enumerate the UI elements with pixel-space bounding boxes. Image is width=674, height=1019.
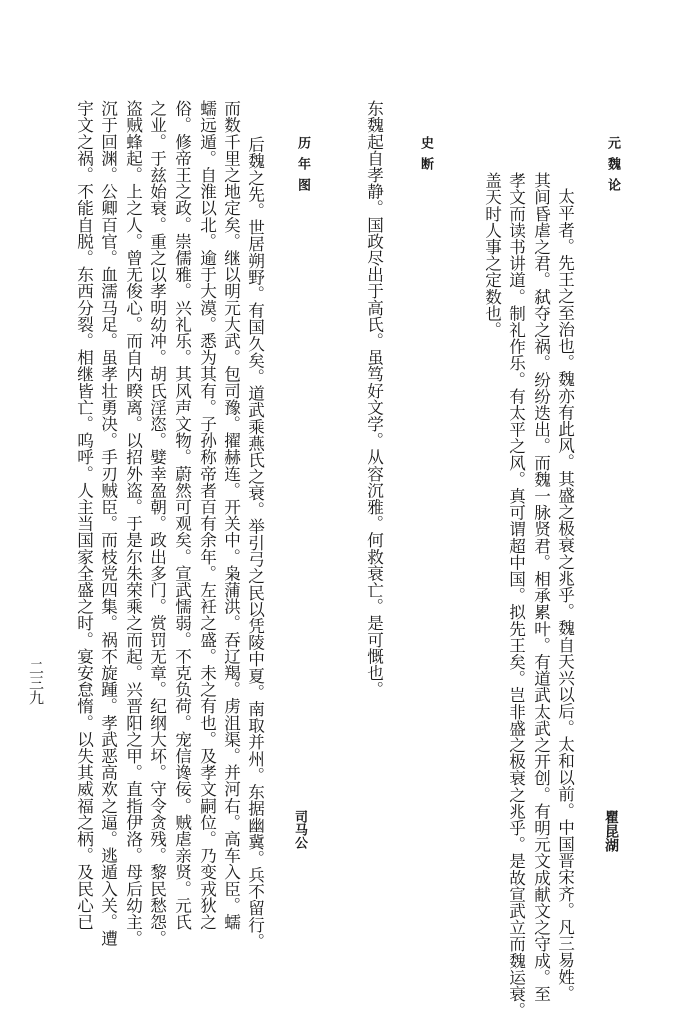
section1-line-4: 盖天时人事之定数也。 (482, 172, 502, 338)
section3-title: 历年图 (295, 136, 310, 199)
section2-title: 史断 (418, 136, 433, 178)
section3-line-6: 盗贼蜂起。上之人。曾无俊心。而自内睽离。以招外盗。于是尔朱荣乘之而起。兴晋阳之甲。直指伊洛。母后幼主。 (123, 100, 143, 947)
section3-author: 司马公 (292, 810, 307, 849)
section1-line-2: 其间昏虐之君。弑夺之祸。纷纷迭出。而魏一脉贤君。相承累叶。有道武太武之开创。有明元文成献文之守成。至 (531, 172, 551, 1002)
section3-line-4: 俗。修帝王之政。崇儒雅。兴礼乐。其风声文物。蔚然可观矣。宣武懦弱。不克负荷。宠信谗佞。贼虐亲贤。元氏 (172, 100, 192, 930)
section1-title: 元魏论 (605, 136, 620, 199)
section3-line-2: 而数千里之地定矣。继以明元大武。包司豫。擢赫连。开关中。枭蒲洪。吞辽羯。虏沮渠。并河右。高车入臣。蠕 (221, 100, 241, 930)
page-number: 二三九 (27, 660, 45, 705)
section1-line-3: 孝文而读书讲道。制礼作乐。有太平之风。真可谓超中国。拟先王矣。岂非盛之极衰之兆乎。是故宣武立而魏运衰。 (506, 172, 526, 1019)
section1-author: 瞿昆湖 (603, 810, 619, 852)
section3-line-3: 蠕远遁。自淮以北。逾于大漠。悉为其有。子孙称帝者百有余年。左衽之盛。未之有也。及孝文嗣位。乃变戎狄之 (197, 100, 217, 930)
section2-text: 东魏起自孝静。国政尽出于高氏。虽笃好文学。从容沉雅。何救衰亡。是可慨也。 (364, 100, 384, 698)
section3-line-5: 之业。于兹始衰。重之以孝明幼冲。胡氏淫恣。嬖幸盈朝。政出多门。赏罚无章。纪纲大坏。守令贪残。黎民愁怨。 (147, 100, 167, 947)
section3-line-1: 后魏之先。世居朔野。有国久矣。道武乘燕氏之衰。举引弓之民以凭陵中夏。南取并州。东据幽冀。兵不留行。 (245, 136, 265, 950)
section3-line-8: 宇文之祸。不能自脱。东西分裂。相继皆亡。呜呼。人主当国家全盛之时。宴安怠惰。以失其威福之柄。及民心已 (74, 100, 94, 930)
section1-line-1: 太平者。先王之至治也。魏亦有此风。其盛之极衰之兆乎。魏自天兴以后。太和以前。中国晋宋齐。凡三易姓。 (555, 188, 575, 1002)
section3-line-7: 沉于回渊。公卿百官。血濡马足。虽孝壮勇决。手刃贼臣。而枝党四集。祸不旋踵。孝武恶高欢之逼。逃遁入关。遭 (98, 100, 118, 947)
